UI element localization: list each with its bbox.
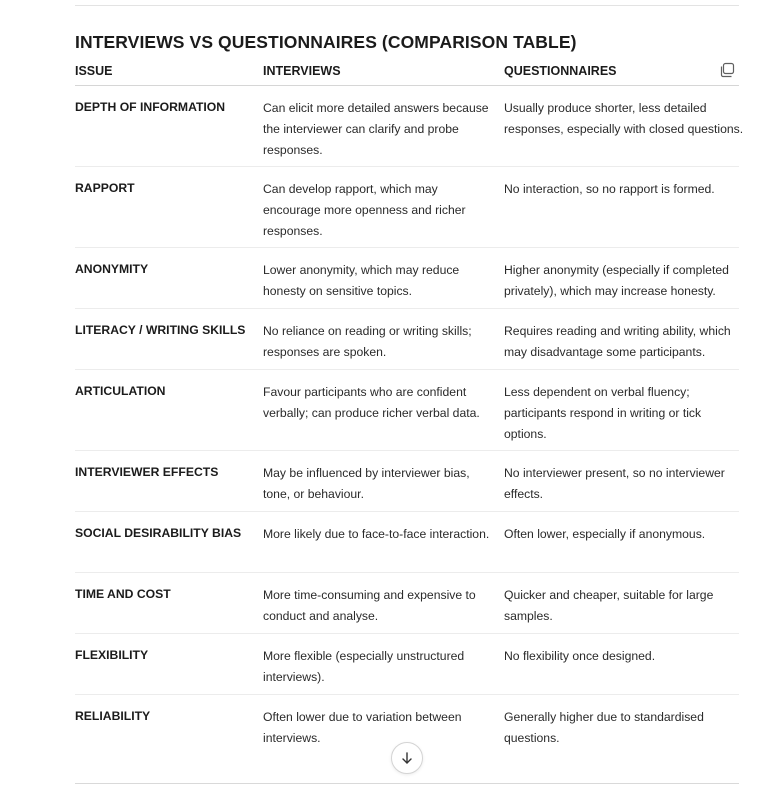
bottom-divider [75, 783, 739, 784]
table-row [75, 309, 739, 370]
questionnaires-cell: No interviewer present, so no interviewer effects. [504, 466, 725, 501]
questionnaires-cell: Generally higher due to standardised questions. [504, 710, 704, 745]
issue-cell: DEPTH OF INFORMATION [75, 100, 226, 114]
comparison-table [75, 61, 744, 755]
table-row [75, 167, 739, 248]
questionnaires-cell: No interaction, so no rapport is formed. [504, 182, 715, 196]
issue-cell: ARTICULATION [75, 384, 166, 398]
questionnaires-cell: Higher anonymity (especially if completed privately), which may increase honesty. [504, 263, 729, 298]
interviews-cell: Can elicit more detailed answers because the interviewer can clarify and probe responses. [263, 101, 489, 157]
issue-cell: SOCIAL DESIRABILITY BIAS [75, 526, 242, 540]
questionnaires-cell: No flexibility once designed. [504, 649, 656, 663]
issue-cell: FLEXIBILITY [75, 648, 149, 662]
questionnaires-cell: Less dependent on verbal fluency; participants respond in writing or tick options. [504, 385, 702, 441]
interviews-cell: Can develop rapport, which may encourage more openness and richer responses. [263, 182, 466, 238]
issue-cell: RELIABILITY [75, 709, 151, 723]
issue-cell: RAPPORT [75, 181, 135, 195]
table-row [75, 573, 739, 634]
interviews-cell: More flexible (especially unstructured interviews). [263, 649, 465, 684]
table-row [75, 248, 739, 309]
interviews-cell: Favour participants who are confident verbally; can produce richer verbal data. [263, 385, 480, 420]
copy-icon[interactable] [719, 62, 735, 78]
questionnaires-cell: Often lower, especially if anonymous. [504, 527, 706, 541]
table-row [75, 634, 739, 695]
table-header-row [75, 61, 739, 86]
interviews-cell: Lower anonymity, which may reduce honesty on sensitive topics. [263, 263, 460, 298]
interviews-cell: May be influenced by interviewer bias, tone, or behaviour. [263, 466, 470, 501]
issue-cell: LITERACY / WRITING SKILLS [75, 323, 246, 337]
table-row [75, 512, 739, 573]
questionnaires-cell: Quicker and cheaper, suitable for large samples. [504, 588, 714, 623]
issue-cell: TIME AND COST [75, 587, 171, 601]
scroll-down-button[interactable] [391, 742, 423, 774]
interviews-cell: Often lower due to variation between interviews. [263, 710, 462, 745]
table-row [75, 86, 744, 167]
top-divider [75, 5, 739, 6]
header-issue: ISSUE [75, 64, 113, 78]
header-interviews: INTERVIEWS [263, 64, 341, 78]
table-row [75, 370, 739, 451]
arrow-down-icon [400, 751, 414, 765]
issue-cell: INTERVIEWER EFFECTS [75, 465, 219, 479]
section-title: INTERVIEWS VS QUESTIONNAIRES (COMPARISON TABLE) [75, 32, 577, 52]
interviews-cell: No reliance on reading or writing skills; responses are spoken. [263, 324, 472, 359]
table-row [75, 451, 739, 512]
issue-cell: ANONYMITY [75, 262, 149, 276]
questionnaires-cell: Requires reading and writing ability, which may disadvantage some participants. [504, 324, 731, 359]
header-questionnaires: QUESTIONNAIRES [504, 64, 617, 78]
interviews-cell: More time-consuming and expensive to conduct and analyse. [263, 588, 476, 623]
questionnaires-cell: Usually produce shorter, less detailed responses, especially with closed questions. [504, 101, 744, 136]
interviews-cell: More likely due to face-to-face interaction. [263, 527, 490, 541]
